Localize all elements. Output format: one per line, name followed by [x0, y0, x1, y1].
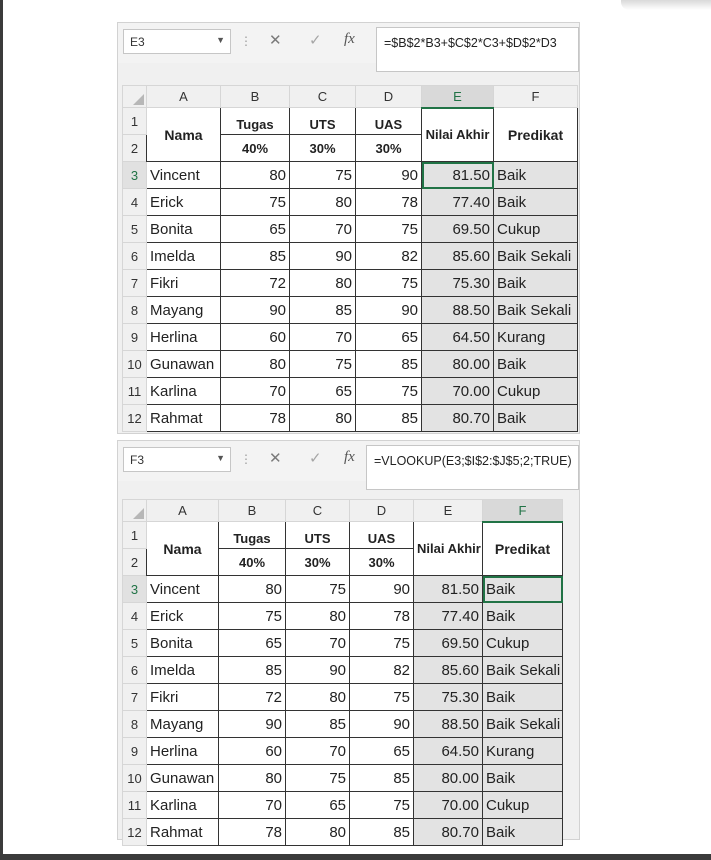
cell-nilai-akhir[interactable]: 88.50	[414, 711, 483, 738]
cell-uas[interactable]: 82	[350, 657, 414, 684]
cell-predikat-header[interactable]: Predikat	[483, 522, 563, 576]
cell-nilai-header[interactable]: Nilai Akhir	[422, 108, 494, 162]
cell-tugas[interactable]: 80	[219, 576, 286, 603]
name-box-value: F3	[130, 453, 145, 467]
row-header[interactable]: 8	[123, 711, 147, 738]
column-header-f[interactable]: F	[494, 86, 578, 108]
cell-nama[interactable]: Vincent	[147, 162, 221, 189]
cell-uas[interactable]: 85	[350, 765, 414, 792]
name-box-value: E3	[130, 35, 145, 49]
row-header[interactable]: 3	[123, 162, 147, 189]
cell-nilai-akhir[interactable]: 81.50	[422, 162, 494, 189]
cell-nama-header[interactable]: Nama	[147, 108, 221, 162]
cell-nama[interactable]: Mayang	[147, 297, 221, 324]
row-header[interactable]: 6	[123, 657, 147, 684]
cell-uas[interactable]: 78	[350, 603, 414, 630]
cell-uts[interactable]: 75	[286, 765, 350, 792]
cell-tugas[interactable]: 65	[221, 216, 290, 243]
cell-nama[interactable]: Mayang	[147, 711, 219, 738]
column-header-d[interactable]: D	[350, 500, 414, 522]
cell-uas[interactable]: 85	[356, 351, 422, 378]
column-header-a[interactable]: A	[147, 86, 221, 108]
decorative-shadow	[621, 0, 711, 10]
spreadsheet-screenshot-2	[117, 440, 580, 840]
cell-tugas[interactable]: 75	[221, 189, 290, 216]
window-edge-left	[0, 0, 3, 860]
worksheet-grid	[122, 85, 578, 432]
cell-uts[interactable]: 90	[286, 657, 350, 684]
cell-uas[interactable]: 85	[356, 405, 422, 432]
row-header[interactable]: 6	[123, 243, 147, 270]
cell-tugas[interactable]: 80	[221, 351, 290, 378]
cell-uts[interactable]: 80	[286, 819, 350, 846]
cell-nama[interactable]: Herlina	[147, 738, 219, 765]
cell-nama[interactable]: Bonita	[147, 630, 219, 657]
cell-tugas-weight[interactable]: 40%	[221, 135, 290, 162]
table-row	[123, 684, 563, 711]
table-row	[123, 603, 563, 630]
row-header[interactable]: 5	[123, 216, 147, 243]
cell-predikat[interactable]: Baik	[494, 162, 578, 189]
cell-predikat[interactable]: Baik Sekali	[494, 297, 578, 324]
cell-tugas[interactable]: 72	[221, 270, 290, 297]
table-row	[123, 405, 578, 432]
row-header[interactable]: 4	[123, 189, 147, 216]
table-row	[123, 270, 578, 297]
cell-tugas[interactable]: 80	[219, 765, 286, 792]
fx-icon[interactable]: fx	[344, 31, 355, 47]
cell-predikat[interactable]: Kurang	[494, 324, 578, 351]
drag-handle-icon[interactable]: ⋮	[240, 34, 252, 48]
table-row	[123, 351, 578, 378]
cell-predikat[interactable]: Cukup	[483, 630, 563, 657]
fx-icon[interactable]: fx	[344, 449, 355, 465]
cell-nama[interactable]: Gunawan	[147, 351, 221, 378]
cell-uts-header[interactable]: UTS	[286, 522, 350, 549]
cell-nama[interactable]: Gunawan	[147, 765, 219, 792]
cell-tugas[interactable]: 70	[219, 792, 286, 819]
cell-tugas[interactable]: 90	[219, 711, 286, 738]
cell-nilai-akhir[interactable]: 69.50	[414, 630, 483, 657]
close-icon[interactable]: ✕	[269, 450, 282, 467]
formula-buttons	[257, 29, 372, 54]
formula-bar	[118, 23, 579, 63]
checkmark-icon[interactable]: ✓	[309, 32, 322, 49]
row-header-2[interactable]: 2	[123, 549, 147, 576]
row-header[interactable]: 9	[123, 324, 147, 351]
cell-uts[interactable]: 80	[290, 270, 356, 297]
cell-predikat[interactable]: Baik	[483, 684, 563, 711]
table-row	[123, 297, 578, 324]
cell-uts[interactable]: 80	[290, 189, 356, 216]
cell-nilai-akhir[interactable]: 81.50	[414, 576, 483, 603]
cell-tugas-header[interactable]: Tugas	[219, 522, 286, 549]
cell-nilai-akhir[interactable]: 85.60	[414, 657, 483, 684]
worksheet-grid	[122, 499, 563, 846]
cell-nama[interactable]: Erick	[147, 189, 221, 216]
cell-uts[interactable]: 80	[286, 603, 350, 630]
cell-nilai-akhir[interactable]: 64.50	[422, 324, 494, 351]
table-row	[123, 576, 563, 603]
cell-uas[interactable]: 75	[356, 216, 422, 243]
row-header[interactable]: 3	[123, 576, 147, 603]
cell-nilai-akhir[interactable]: 75.30	[414, 684, 483, 711]
column-header-c[interactable]: C	[286, 500, 350, 522]
cell-uts[interactable]: 90	[290, 243, 356, 270]
cell-nama[interactable]: Imelda	[147, 657, 219, 684]
cell-nama[interactable]: Bonita	[147, 216, 221, 243]
chevron-down-icon[interactable]: ▼	[216, 35, 225, 45]
table-row	[123, 819, 563, 846]
cell-nilai-akhir[interactable]: 77.40	[422, 189, 494, 216]
cell-nilai-akhir[interactable]: 80.00	[414, 765, 483, 792]
table-row	[123, 324, 578, 351]
cell-predikat[interactable]: Baik	[483, 603, 563, 630]
select-all-corner[interactable]	[123, 500, 147, 522]
column-header-f[interactable]: F	[483, 500, 563, 522]
table-row	[123, 630, 563, 657]
cell-uas-header[interactable]: UAS	[356, 108, 422, 135]
cell-uts[interactable]: 75	[286, 576, 350, 603]
table-row	[123, 765, 563, 792]
cell-tugas[interactable]: 90	[221, 297, 290, 324]
cell-nilai-akhir[interactable]: 88.50	[422, 297, 494, 324]
row-header[interactable]: 11	[123, 378, 147, 405]
row-header-1[interactable]: 1	[123, 522, 147, 549]
cell-uas[interactable]: 90	[350, 576, 414, 603]
table-row	[123, 711, 563, 738]
cell-nilai-akhir[interactable]: 64.50	[414, 738, 483, 765]
table-row	[123, 189, 578, 216]
cell-predikat[interactable]: Cukup	[483, 792, 563, 819]
table-row	[123, 738, 563, 765]
cell-uas[interactable]: 85	[350, 819, 414, 846]
cell-uas[interactable]: 82	[356, 243, 422, 270]
column-header-c[interactable]: C	[290, 86, 356, 108]
cell-nama[interactable]: Karlina	[147, 378, 221, 405]
cell-uas[interactable]: 75	[350, 792, 414, 819]
cell-nilai-akhir[interactable]: 85.60	[422, 243, 494, 270]
table-row	[123, 216, 578, 243]
drag-handle-icon[interactable]: ⋮	[240, 452, 252, 466]
formula-bar	[118, 441, 579, 481]
cell-predikat[interactable]: Baik	[494, 405, 578, 432]
cell-tugas[interactable]: 60	[219, 738, 286, 765]
cell-predikat[interactable]: Cukup	[494, 216, 578, 243]
cell-predikat[interactable]: Kurang	[483, 738, 563, 765]
cell-uts-header[interactable]: UTS	[290, 108, 356, 135]
cell-uas[interactable]: 90	[350, 711, 414, 738]
cell-predikat[interactable]: Baik	[494, 189, 578, 216]
cell-uts-weight[interactable]: 30%	[290, 135, 356, 162]
column-header-e[interactable]: E	[422, 86, 494, 108]
table-row	[123, 162, 578, 189]
row-header[interactable]: 4	[123, 603, 147, 630]
cell-nama[interactable]: Herlina	[147, 324, 221, 351]
column-header-b[interactable]: B	[221, 86, 290, 108]
cell-nama[interactable]: Fikri	[147, 684, 219, 711]
cell-uts[interactable]: 75	[290, 351, 356, 378]
cell-predikat[interactable]: Baik	[483, 576, 563, 603]
cell-tugas[interactable]: 65	[219, 630, 286, 657]
cell-uas[interactable]: 75	[350, 684, 414, 711]
table-row	[123, 657, 563, 684]
cell-predikat-header[interactable]: Predikat	[494, 108, 578, 162]
cell-nilai-akhir[interactable]: 80.70	[422, 405, 494, 432]
name-box[interactable]	[123, 447, 231, 472]
column-header-d[interactable]: D	[356, 86, 422, 108]
cell-nilai-akhir[interactable]: 80.70	[414, 819, 483, 846]
cell-uas-header[interactable]: UAS	[350, 522, 414, 549]
cell-predikat[interactable]: Baik	[483, 765, 563, 792]
cell-nama[interactable]: Rahmat	[147, 819, 219, 846]
cell-nilai-akhir[interactable]: 75.30	[422, 270, 494, 297]
close-icon[interactable]: ✕	[269, 32, 282, 49]
cell-nilai-header[interactable]: Nilai Akhir	[414, 522, 483, 576]
cell-tugas[interactable]: 85	[219, 657, 286, 684]
cell-nama[interactable]: Vincent	[147, 576, 219, 603]
row-header[interactable]: 10	[123, 351, 147, 378]
row-header[interactable]: 5	[123, 630, 147, 657]
cell-uas[interactable]: 78	[356, 189, 422, 216]
cell-uas[interactable]: 90	[356, 162, 422, 189]
cell-uas[interactable]: 75	[356, 378, 422, 405]
cell-nilai-akhir[interactable]: 70.00	[422, 378, 494, 405]
row-header[interactable]: 9	[123, 738, 147, 765]
row-header[interactable]: 11	[123, 792, 147, 819]
row-header-1[interactable]: 1	[123, 108, 147, 135]
cell-nama[interactable]: Rahmat	[147, 405, 221, 432]
cell-nilai-akhir[interactable]: 80.00	[422, 351, 494, 378]
cell-uts[interactable]: 70	[286, 738, 350, 765]
formula-input[interactable]: =VLOOKUP(E3;$I$2:$J$5;2;TRUE)	[366, 445, 579, 490]
cell-tugas[interactable]: 70	[221, 378, 290, 405]
row-header[interactable]: 12	[123, 819, 147, 846]
cell-uts-weight[interactable]: 30%	[286, 549, 350, 576]
cell-nama[interactable]: Erick	[147, 603, 219, 630]
column-header-e[interactable]: E	[414, 500, 483, 522]
spreadsheet-screenshot-1	[117, 22, 580, 434]
cell-nama[interactable]: Fikri	[147, 270, 221, 297]
cell-nilai-akhir[interactable]: 77.40	[414, 603, 483, 630]
cell-uas[interactable]: 75	[356, 270, 422, 297]
cell-tugas-header[interactable]: Tugas	[221, 108, 290, 135]
cell-uts[interactable]: 70	[290, 216, 356, 243]
cell-tugas-weight[interactable]: 40%	[219, 549, 286, 576]
cell-uas[interactable]: 65	[356, 324, 422, 351]
checkmark-icon[interactable]: ✓	[309, 450, 322, 467]
cell-uas[interactable]: 75	[350, 630, 414, 657]
cell-tugas[interactable]: 80	[221, 162, 290, 189]
cell-nama[interactable]: Imelda	[147, 243, 221, 270]
cell-tugas[interactable]: 78	[219, 819, 286, 846]
cell-predikat[interactable]: Cukup	[494, 378, 578, 405]
cell-tugas[interactable]: 75	[219, 603, 286, 630]
cell-uts[interactable]: 70	[286, 630, 350, 657]
cell-tugas[interactable]: 85	[221, 243, 290, 270]
cell-predikat[interactable]: Baik Sekali	[494, 243, 578, 270]
column-header-a[interactable]: A	[147, 500, 219, 522]
row-header[interactable]: 7	[123, 684, 147, 711]
window-edge-bottom	[0, 854, 711, 860]
cell-uts[interactable]: 70	[290, 324, 356, 351]
cell-tugas[interactable]: 78	[221, 405, 290, 432]
chevron-down-icon[interactable]: ▼	[216, 453, 225, 463]
row-header-2[interactable]: 2	[123, 135, 147, 162]
row-header[interactable]: 12	[123, 405, 147, 432]
column-header-b[interactable]: B	[219, 500, 286, 522]
cell-uas[interactable]: 65	[350, 738, 414, 765]
cell-uts[interactable]: 75	[290, 162, 356, 189]
select-all-corner[interactable]	[123, 86, 147, 108]
name-box[interactable]	[123, 29, 231, 54]
cell-predikat[interactable]: Baik	[494, 351, 578, 378]
table-row	[123, 243, 578, 270]
cell-uts[interactable]: 65	[290, 378, 356, 405]
cell-uas-weight[interactable]: 30%	[350, 549, 414, 576]
cell-nilai-akhir[interactable]: 70.00	[414, 792, 483, 819]
cell-predikat[interactable]: Baik	[494, 270, 578, 297]
cell-predikat[interactable]: Baik Sekali	[483, 711, 563, 738]
cell-uts[interactable]: 65	[286, 792, 350, 819]
formula-buttons	[257, 447, 372, 472]
cell-uts[interactable]: 85	[290, 297, 356, 324]
cell-nama-header[interactable]: Nama	[147, 522, 219, 576]
cell-predikat[interactable]: Baik Sekali	[483, 657, 563, 684]
formula-input[interactable]: =$B$2*B3+$C$2*C3+$D$2*D3	[376, 27, 579, 72]
cell-uas-weight[interactable]: 30%	[356, 135, 422, 162]
table-row	[123, 378, 578, 405]
cell-tugas[interactable]: 60	[221, 324, 290, 351]
cell-uas[interactable]: 90	[356, 297, 422, 324]
cell-uts[interactable]: 85	[286, 711, 350, 738]
cell-nilai-akhir[interactable]: 69.50	[422, 216, 494, 243]
row-header[interactable]: 10	[123, 765, 147, 792]
cell-predikat[interactable]: Baik	[483, 819, 563, 846]
cell-uts[interactable]: 80	[286, 684, 350, 711]
row-header[interactable]: 7	[123, 270, 147, 297]
cell-tugas[interactable]: 72	[219, 684, 286, 711]
row-header[interactable]: 8	[123, 297, 147, 324]
table-row	[123, 792, 563, 819]
cell-nama[interactable]: Karlina	[147, 792, 219, 819]
cell-uts[interactable]: 80	[290, 405, 356, 432]
